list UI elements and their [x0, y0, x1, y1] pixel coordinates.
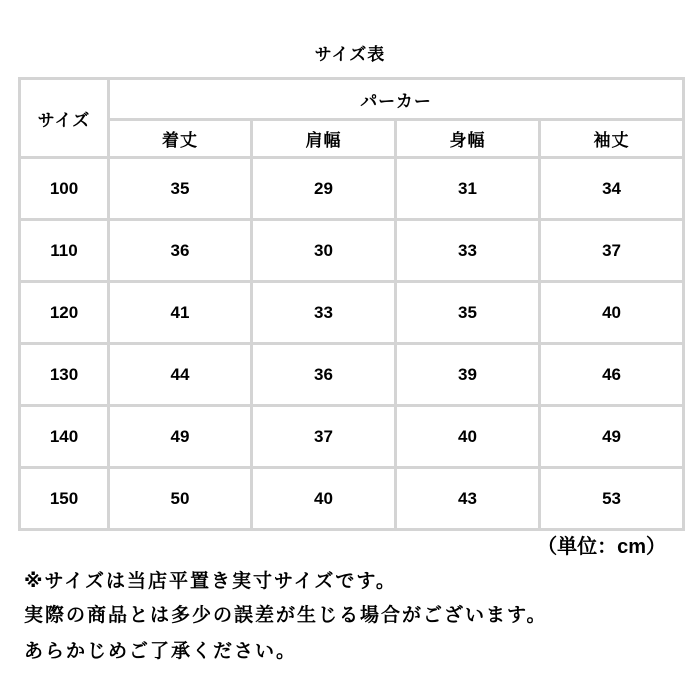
column-header-chest: 身幅: [396, 120, 540, 158]
value-cell: 41: [109, 282, 252, 344]
value-cell: 44: [109, 344, 252, 406]
size-table: [18, 77, 685, 531]
value-cell: 29: [252, 158, 396, 220]
table-row: [20, 282, 684, 344]
note-line-2: 実際の商品とは多少の誤差が生じる場合がございます。: [24, 604, 548, 626]
table-row: [20, 406, 684, 468]
column-header-sleeve: 袖丈: [540, 120, 684, 158]
value-cell: 36: [109, 220, 252, 282]
value-cell: 40: [252, 468, 396, 530]
value-cell: 49: [540, 406, 684, 468]
size-column-header: サイズ: [20, 79, 109, 158]
value-cell: 31: [396, 158, 540, 220]
value-cell: 46: [540, 344, 684, 406]
table-row: [20, 220, 684, 282]
value-cell: 49: [109, 406, 252, 468]
size-cell: 100: [20, 158, 109, 220]
size-cell: 110: [20, 220, 109, 282]
value-cell: 43: [396, 468, 540, 530]
value-cell: 35: [396, 282, 540, 344]
value-cell: 35: [109, 158, 252, 220]
table-row: [20, 158, 684, 220]
note-line-1: ※サイズは当店平置き実寸サイズです。: [24, 570, 397, 592]
value-cell: 39: [396, 344, 540, 406]
unit-note: （単位：cm）: [537, 536, 666, 558]
value-cell: 50: [109, 468, 252, 530]
measurement-header-row: [20, 120, 684, 158]
size-cell: 150: [20, 468, 109, 530]
note-line-3: あらかじめご了承ください。: [24, 640, 298, 662]
table-row: [20, 468, 684, 530]
size-cell: 120: [20, 282, 109, 344]
value-cell: 40: [540, 282, 684, 344]
value-cell: 37: [252, 406, 396, 468]
value-cell: 40: [396, 406, 540, 468]
size-chart-title: サイズ表: [314, 45, 386, 65]
size-cell: 140: [20, 406, 109, 468]
table-row: [20, 344, 684, 406]
column-header-shoulder: 肩幅: [252, 120, 396, 158]
value-cell: 30: [252, 220, 396, 282]
size-cell: 130: [20, 344, 109, 406]
value-cell: 36: [252, 344, 396, 406]
value-cell: 34: [540, 158, 684, 220]
garment-group-header: パーカー: [109, 79, 684, 120]
value-cell: 53: [540, 468, 684, 530]
table-header-row: [20, 79, 684, 120]
value-cell: 33: [252, 282, 396, 344]
value-cell: 37: [540, 220, 684, 282]
value-cell: 33: [396, 220, 540, 282]
column-header-length: 着丈: [109, 120, 252, 158]
